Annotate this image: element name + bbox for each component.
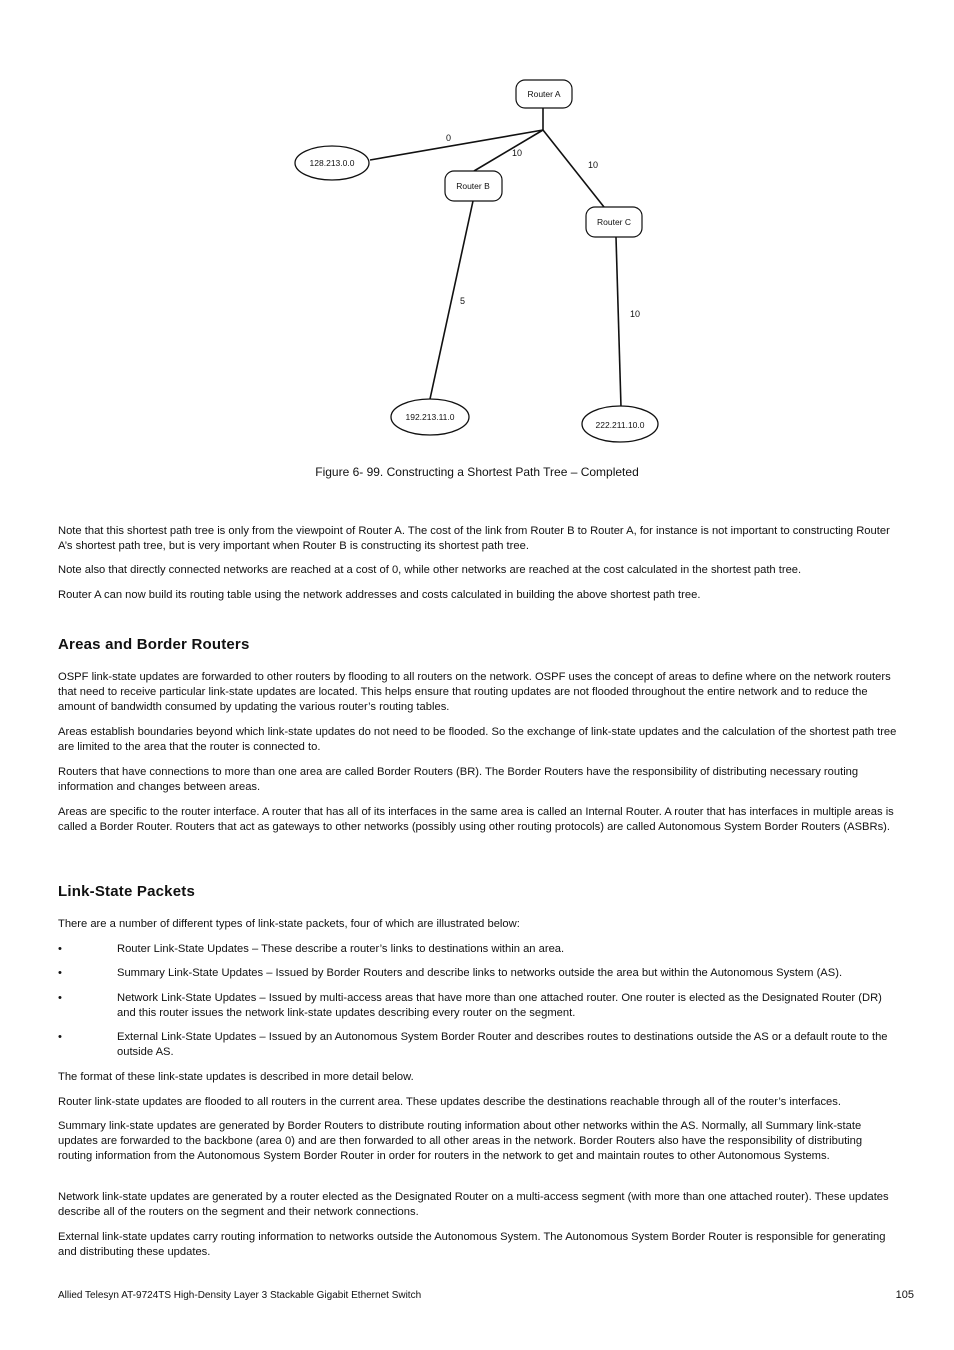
- paragraph-lsp-intro: There are a number of different types of link-state packets, four of which are illustrated below:: [58, 918, 520, 930]
- paragraph-area-boundaries: Areas establish boundaries beyond which link-state updates do not need to be flooded. So the exchange of link-state updates and the calculation of the shortest path tree are limited to the area that the router is connected to.: [58, 726, 897, 753]
- cost-a-to-b: 10: [512, 148, 523, 158]
- bullet-marker: •: [58, 992, 62, 1004]
- paragraph-connected-networks: Note also that directly connected networks are reached at a cost of 0, while other networks are reached at the cost calculated in the shortest path tree.: [58, 564, 802, 576]
- footer-product-name: Allied Telesyn AT-9724TS High-Density Layer 3 Stackable Gigabit Ethernet Switch: [58, 1290, 422, 1301]
- paragraph-routing-table: Router A can now build its routing table using the network addresses and costs calculated in building the above shortest path tree.: [58, 589, 701, 601]
- figure-caption: Figure 6- 99. Constructing a Shortest Path Tree – Completed: [315, 465, 639, 479]
- paragraph-external-lsu: External link-state updates carry routing information to networks outside the Autonomous System. The Autonomous System Border Router is responsible for generating and distributing these updates.: [58, 1231, 886, 1258]
- cost-a-to-128: 0: [446, 133, 452, 143]
- paragraph-border-routers: Routers that have connections to more than one area are called Border Routers (BR). The Border Routers have the responsibility of distributing necessary routing information and changes between areas.: [58, 766, 859, 793]
- bullet-marker: •: [58, 967, 62, 979]
- heading-areas-border-routers: Areas and Border Routers: [58, 636, 250, 653]
- link-c-to-222: [616, 237, 621, 407]
- paragraph-viewpoint: Note that this shortest path tree is only from the viewpoint of Router A. The cost of the link from Router B to Router A, for instance is not important to constructing Router A’s shortest path tree, but is very important when Router B is constructing its shortest path tree.: [58, 525, 890, 552]
- paragraph-network-lsu: Network link-state updates are generated by a router elected as the Designated Router on a multi-access segment (with more than one attached router). These updates describe all of the routers on the segment and their network connections.: [58, 1191, 889, 1218]
- router-c-label: Router C: [596, 217, 632, 227]
- network-222-label: 222.211.10.0: [595, 420, 645, 430]
- cost-b-to-192: 5: [460, 296, 466, 306]
- bullet-summary-lsu: Summary Link-State Updates – Issued by Border Routers and describe links to networks outside the area but within the Autonomous System (AS).: [117, 967, 843, 979]
- link-b-to-192: [430, 201, 473, 399]
- paragraph-router-lsu: Router link-state updates are flooded to all routers in the current area. These updates describe the destinations reachable through all of the router’s interfaces.: [58, 1096, 841, 1108]
- cost-a-to-c: 10: [588, 160, 599, 170]
- heading-link-state-packets: Link-State Packets: [58, 883, 195, 900]
- bullet-marker: •: [58, 943, 62, 955]
- bullet-network-lsu: Network Link-State Updates – Issued by multi-access areas that have more than one attached router. One router is elected as the Designated Router (DR) and this router issues the network link-state updates describing every router on the segment.: [117, 992, 882, 1019]
- shortest-path-tree-diagram: [0, 0, 954, 460]
- router-a-label: Router A: [527, 89, 561, 99]
- network-128-label: 128.213.0.0: [309, 158, 355, 168]
- bullet-external-lsu: External Link-State Updates – Issued by an Autonomous System Border Router and describes routes to destinations outside the AS or a default route to the outside AS.: [117, 1031, 888, 1058]
- bullet-marker: •: [58, 1031, 62, 1043]
- network-192-label: 192.213.11.0: [405, 412, 455, 422]
- paragraph-format: The format of these link-state updates is described in more detail below.: [58, 1071, 414, 1083]
- cost-c-to-222: 10: [630, 309, 641, 319]
- router-b-label: Router B: [456, 181, 490, 191]
- footer-page-number: 105: [895, 1289, 914, 1301]
- paragraph-summary-lsu: Summary link-state updates are generated by Border Routers to distribute routing information about other networks within the AS. Normally, all Summary link-state updates are forwarded to the backbone (area 0) and are then forwarded to all other areas in the network. Border Routers also have the responsibility of distributing routing information from the Autonomous System Border Router in order for routers in the network to get and maintain routes to other Autonomous Systems.: [58, 1120, 863, 1162]
- paragraph-ospf-flooding: OSPF link-state updates are forwarded to other routers by flooding to all routers on the network. OSPF uses the concept of areas to define where on the network routers that need to receive particular link-state updates are located. This helps ensure that routing updates are not flooded throughout the entire network and to reduce the amount of bandwidth consumed by updating the various router’s routing tables.: [58, 671, 891, 713]
- paragraph-router-interfaces: Areas are specific to the router interface. A router that has all of its interfaces in the same area is called an Internal Router. A router that has interfaces in multiple areas is called a Border Router. Routers that act as gateways to other networks (possibly using other routing protocols) are called Autonomous System Border Routers (ASBRs).: [58, 806, 894, 833]
- bullet-router-lsu: Router Link-State Updates – These describe a router’s links to destinations within an area.: [117, 943, 565, 955]
